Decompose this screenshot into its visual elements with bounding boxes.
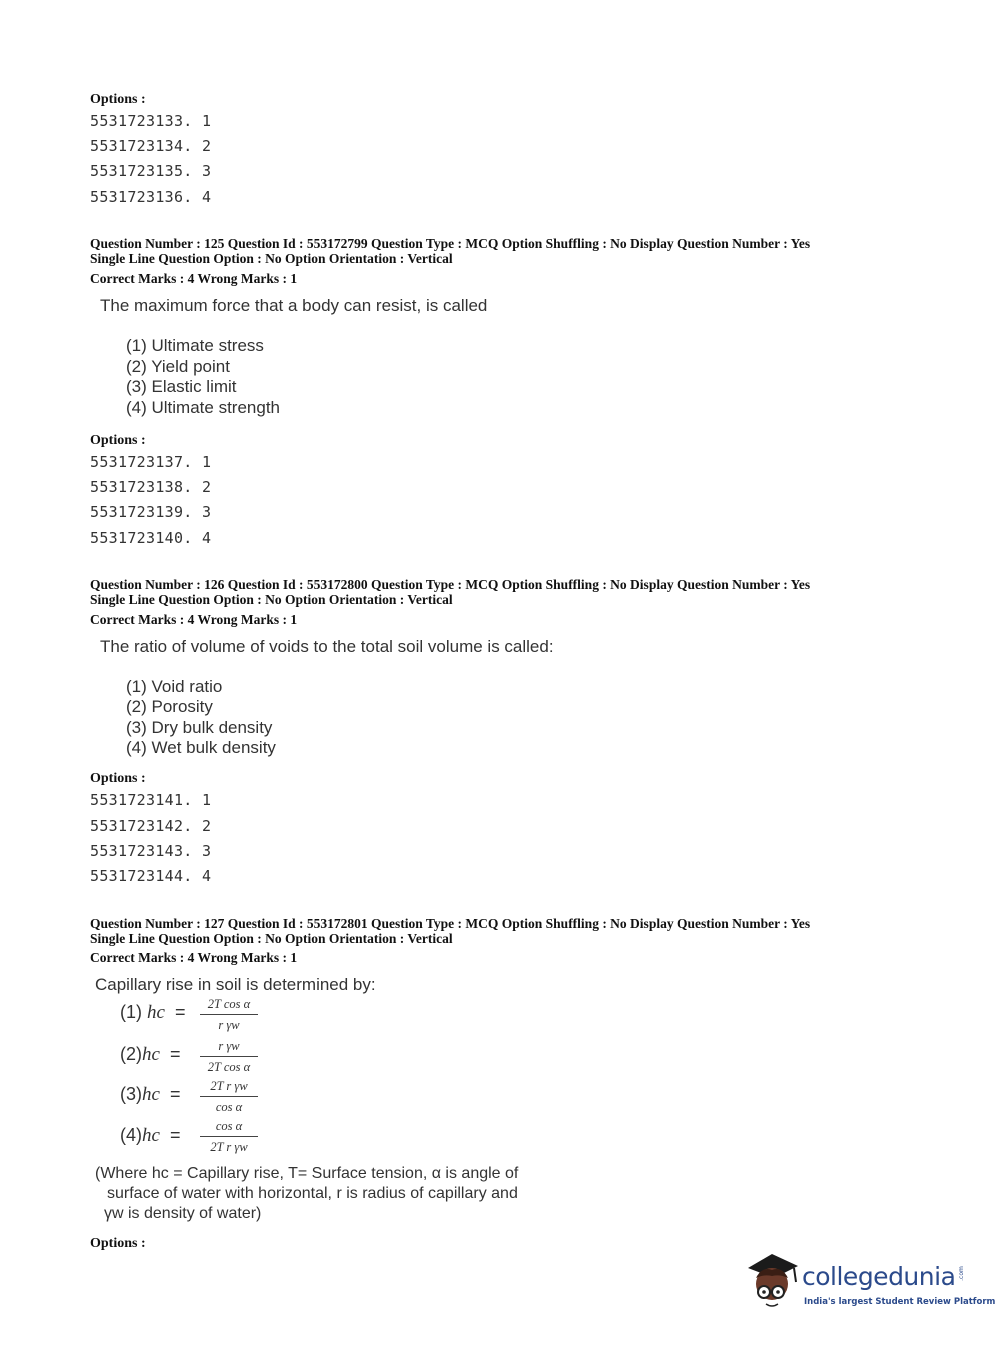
question-meta-line2: Single Line Question Option : No Option Orientation : Vertical (90, 592, 453, 607)
mascot-icon (742, 1248, 802, 1314)
question-meta-line2: Single Line Question Option : No Option Orientation : Vertical (90, 931, 453, 946)
formula-numerator: 2T cos α (207, 997, 251, 1011)
formula-choice: (3)hc = (120, 1084, 181, 1105)
option-id: 5531723133. 1 (90, 112, 212, 130)
question-note: γw is density of water) (104, 1205, 262, 1222)
question-text: The maximum force that a body can resist, is called (100, 296, 488, 315)
question-marks: Correct Marks : 4 Wrong Marks : 1 (90, 612, 298, 627)
option-id: 5531723139. 3 (90, 503, 212, 521)
question-meta-line2: Single Line Question Option : No Option Orientation : Vertical (90, 251, 453, 266)
brand-name: collegedunia (802, 1262, 956, 1291)
question-marks: Correct Marks : 4 Wrong Marks : 1 (90, 950, 298, 965)
option-id: 5531723136. 4 (90, 188, 212, 206)
fraction-bar (200, 1096, 258, 1097)
fraction-bar (200, 1056, 258, 1057)
option-id: 5531723138. 2 (90, 478, 212, 496)
question-meta: Question Number : 126 Question Id : 553172800 Question Type : MCQ Option Shuffling : No Display Question Number : Yes (90, 577, 811, 592)
option-id: 5531723134. 2 (90, 137, 212, 155)
formula-numerator: cos α (215, 1119, 243, 1133)
answer-choice: (4) Ultimate strength (126, 398, 280, 417)
answer-choice: (2) Yield point (126, 357, 230, 376)
question-note: (Where hc = Capillary rise, T= Surface tension, α is angle of (95, 1165, 519, 1182)
options-label: Options : (90, 92, 146, 107)
question-text: The ratio of volume of voids to the total soil volume is called: (100, 637, 554, 656)
formula-denominator: cos α (215, 1100, 243, 1114)
answer-choice: (1) Void ratio (126, 677, 223, 696)
options-label: Options : (90, 433, 146, 448)
formula-choice: (2)hc = (120, 1044, 181, 1065)
option-id: 5531723141. 1 (90, 791, 212, 809)
fraction-bar (200, 1136, 258, 1137)
options-label: Options : (90, 1236, 146, 1251)
formula-choice: (4)hc = (120, 1125, 181, 1146)
option-id: 5531723144. 4 (90, 867, 212, 885)
formula-numerator: 2T r γw (210, 1079, 248, 1093)
question-marks: Correct Marks : 4 Wrong Marks : 1 (90, 271, 298, 286)
answer-choice: (4) Wet bulk density (126, 738, 276, 757)
answer-choice: (3) Elastic limit (126, 377, 237, 396)
question-meta: Question Number : 125 Question Id : 553172799 Question Type : MCQ Option Shuffling : No Display Question Number : Yes (90, 236, 811, 251)
brand-tagline: India's largest Student Review Platform (804, 1297, 996, 1307)
option-id: 5531723140. 4 (90, 529, 212, 547)
brand-logo (742, 1248, 996, 1318)
option-id: 5531723143. 3 (90, 842, 212, 860)
formula-denominator: r γw (218, 1018, 240, 1032)
fraction-bar (200, 1014, 258, 1015)
option-id: 5531723135. 3 (90, 162, 212, 180)
option-id: 5531723142. 2 (90, 817, 212, 835)
formula-denominator: 2T cos α (207, 1060, 251, 1074)
option-id: 5531723137. 1 (90, 453, 212, 471)
answer-choice: (3) Dry bulk density (126, 718, 273, 737)
brand-suffix: .com (957, 1266, 965, 1281)
options-label: Options : (90, 771, 146, 786)
question-text: Capillary rise in soil is determined by: (95, 975, 376, 994)
answer-choice: (2) Porosity (126, 697, 213, 716)
formula-denominator: 2T r γw (210, 1140, 248, 1154)
formula-numerator: r γw (218, 1039, 240, 1053)
answer-choice: (1) Ultimate stress (126, 336, 264, 355)
formula-choice: (1) hc = (120, 1002, 186, 1023)
question-meta: Question Number : 127 Question Id : 553172801 Question Type : MCQ Option Shuffling : No Display Question Number : Yes (90, 916, 811, 931)
question-note: surface of water with horizontal, r is radius of capillary and (107, 1185, 518, 1202)
